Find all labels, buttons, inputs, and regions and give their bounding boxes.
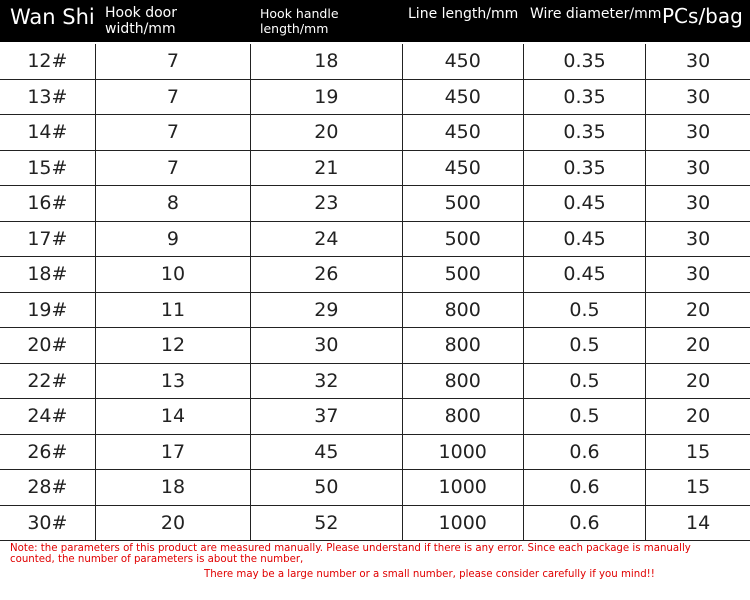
- pcs-per-bag-cell: 30: [646, 186, 750, 222]
- pcs-per-bag-cell: 30: [646, 150, 750, 186]
- pcs-per-bag-cell: 15: [646, 434, 750, 470]
- size-cell: 14#: [0, 115, 95, 151]
- size-cell: 20#: [0, 328, 95, 364]
- table-row: [0, 470, 750, 506]
- pcs-per-bag-cell: 20: [646, 363, 750, 399]
- wire-diameter-cell: 0.35: [523, 79, 645, 115]
- table-row: [0, 257, 750, 293]
- hook-handle-length-cell: 19: [251, 79, 402, 115]
- hook-handle-length-cell: 52: [251, 505, 402, 541]
- hook-door-width-cell: 9: [95, 221, 250, 257]
- size-cell: 13#: [0, 79, 95, 115]
- wire-diameter-cell: 0.35: [523, 115, 645, 151]
- col-hook-handle-length-line1: Hook handle: [260, 6, 339, 21]
- hook-handle-length-cell: 18: [251, 44, 402, 79]
- hook-handle-length-cell: 29: [251, 292, 402, 328]
- hook-door-width-cell: 7: [95, 150, 250, 186]
- hook-handle-length-cell: 45: [251, 434, 402, 470]
- pcs-per-bag-cell: 30: [646, 221, 750, 257]
- hook-handle-length-cell: 50: [251, 470, 402, 506]
- hook-handle-length-cell: 24: [251, 221, 402, 257]
- disclaimer-note: [10, 543, 740, 580]
- table-row: [0, 363, 750, 399]
- line-length-cell: 450: [402, 79, 523, 115]
- hook-handle-length-cell: 30: [251, 328, 402, 364]
- col-wire-diameter: Wire diameter/mm: [530, 6, 662, 22]
- pcs-per-bag-cell: 20: [646, 328, 750, 364]
- line-length-cell: 800: [402, 292, 523, 328]
- size-cell: 24#: [0, 399, 95, 435]
- wire-diameter-cell: 0.6: [523, 434, 645, 470]
- spec-table-body: [0, 44, 750, 541]
- hook-door-width-cell: 12: [95, 328, 250, 364]
- hook-handle-length-cell: 32: [251, 363, 402, 399]
- hook-door-width-cell: 8: [95, 186, 250, 222]
- hook-door-width-cell: 14: [95, 399, 250, 435]
- line-length-cell: 1000: [402, 434, 523, 470]
- hook-door-width-cell: 11: [95, 292, 250, 328]
- line-length-cell: 800: [402, 363, 523, 399]
- spec-table: [0, 44, 750, 541]
- wire-diameter-cell: 0.5: [523, 292, 645, 328]
- size-cell: 22#: [0, 363, 95, 399]
- table-row: [0, 505, 750, 541]
- size-cell: 17#: [0, 221, 95, 257]
- col-hook-door-width-line1: Hook door: [105, 5, 177, 21]
- line-length-cell: 450: [402, 44, 523, 79]
- table-row: [0, 115, 750, 151]
- table-row: [0, 44, 750, 79]
- table-row: [0, 150, 750, 186]
- col-hook-handle-length: [260, 6, 339, 36]
- col-hook-handle-length-line2: length/mm: [260, 21, 329, 36]
- line-length-cell: 1000: [402, 505, 523, 541]
- brand-label: Wan Shi: [10, 5, 95, 29]
- size-cell: 18#: [0, 257, 95, 293]
- hook-door-width-cell: 18: [95, 470, 250, 506]
- pcs-per-bag-cell: 30: [646, 79, 750, 115]
- table-row: [0, 79, 750, 115]
- hook-handle-length-cell: 23: [251, 186, 402, 222]
- line-length-cell: 500: [402, 257, 523, 293]
- hook-door-width-cell: 7: [95, 115, 250, 151]
- wire-diameter-cell: 0.5: [523, 399, 645, 435]
- table-row: [0, 399, 750, 435]
- line-length-cell: 800: [402, 328, 523, 364]
- size-cell: 15#: [0, 150, 95, 186]
- wire-diameter-cell: 0.45: [523, 257, 645, 293]
- line-length-cell: 800: [402, 399, 523, 435]
- hook-door-width-cell: 7: [95, 44, 250, 79]
- wire-diameter-cell: 0.35: [523, 44, 645, 79]
- table-row: [0, 328, 750, 364]
- hook-handle-length-cell: 21: [251, 150, 402, 186]
- hook-door-width-cell: 10: [95, 257, 250, 293]
- note-line-3: There may be a large number or a small number, please consider carefully if you mind!!: [204, 569, 655, 580]
- table-row: [0, 292, 750, 328]
- table-row: [0, 221, 750, 257]
- table-header: [0, 0, 750, 42]
- hook-door-width-cell: 7: [95, 79, 250, 115]
- hook-handle-length-cell: 26: [251, 257, 402, 293]
- note-line-1: Note: the parameters of this product are measured manually. Please understand if there is any error. Since each package is manually: [10, 543, 691, 554]
- hook-door-width-cell: 17: [95, 434, 250, 470]
- table-row: [0, 186, 750, 222]
- pcs-per-bag-cell: 30: [646, 44, 750, 79]
- wire-diameter-cell: 0.6: [523, 505, 645, 541]
- wire-diameter-cell: 0.5: [523, 363, 645, 399]
- col-pcs-per-bag: PCs/bag: [662, 4, 743, 28]
- wire-diameter-cell: 0.45: [523, 221, 645, 257]
- line-length-cell: 500: [402, 221, 523, 257]
- col-hook-door-width: [105, 5, 177, 37]
- col-hook-door-width-line2: width/mm: [105, 21, 176, 37]
- size-cell: 28#: [0, 470, 95, 506]
- pcs-per-bag-cell: 20: [646, 292, 750, 328]
- pcs-per-bag-cell: 14: [646, 505, 750, 541]
- note-line-2: counted, the number of parameters is about the number,: [10, 554, 304, 565]
- pcs-per-bag-cell: 20: [646, 399, 750, 435]
- line-length-cell: 450: [402, 150, 523, 186]
- line-length-cell: 500: [402, 186, 523, 222]
- size-cell: 16#: [0, 186, 95, 222]
- size-cell: 26#: [0, 434, 95, 470]
- size-cell: 30#: [0, 505, 95, 541]
- size-cell: 12#: [0, 44, 95, 79]
- line-length-cell: 450: [402, 115, 523, 151]
- hook-handle-length-cell: 37: [251, 399, 402, 435]
- hook-door-width-cell: 13: [95, 363, 250, 399]
- hook-handle-length-cell: 20: [251, 115, 402, 151]
- wire-diameter-cell: 0.35: [523, 150, 645, 186]
- size-cell: 19#: [0, 292, 95, 328]
- pcs-per-bag-cell: 30: [646, 115, 750, 151]
- line-length-cell: 1000: [402, 470, 523, 506]
- pcs-per-bag-cell: 15: [646, 470, 750, 506]
- wire-diameter-cell: 0.5: [523, 328, 645, 364]
- pcs-per-bag-cell: 30: [646, 257, 750, 293]
- col-line-length: Line length/mm: [408, 6, 519, 22]
- table-row: [0, 434, 750, 470]
- hook-door-width-cell: 20: [95, 505, 250, 541]
- wire-diameter-cell: 0.6: [523, 470, 645, 506]
- wire-diameter-cell: 0.45: [523, 186, 645, 222]
